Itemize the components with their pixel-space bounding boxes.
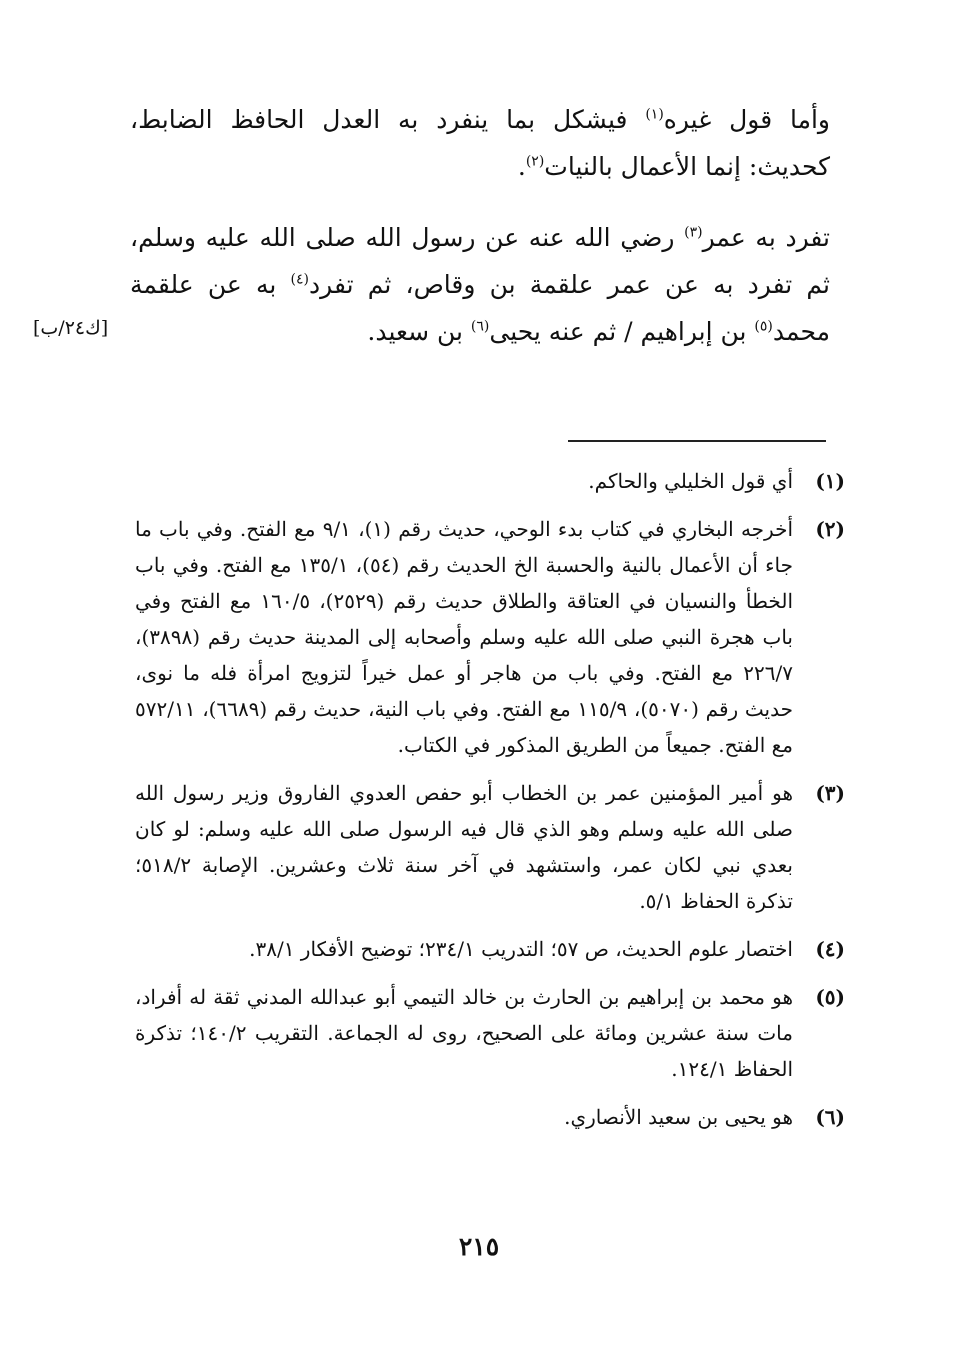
footnote-number-2: (٢) (815, 517, 845, 541)
footnote-number-5: (٥) (815, 985, 845, 1009)
footnote-text-3: هو أمير المؤمنين عمر بن الخطاب أبو حفص العدوي الفاروق وزير رسول الله صلى الله عليه وسلم وهو الذي قال فيه الرسول صلى الله عليه وسلم: لو كان بعدي نبي لكان عمر، واستشهد في آخر سنة ثلاث وعشرين. الإصابة ٥١٨/٢؛ تذكرة الحفاظ ٥/١. (135, 781, 793, 913)
footnote-1 (135, 463, 845, 499)
footnote-5 (135, 979, 845, 1087)
footnote-4 (135, 931, 845, 967)
body-paragraph-2 (130, 214, 830, 355)
para-2-text-5: بن سعيد. (367, 317, 471, 346)
footnote-marker-2[interactable]: (٢) (525, 153, 545, 170)
footnote-text-6: هو يحيى بن سعيد الأنصاري. (564, 1105, 793, 1129)
footnote-text-4: اختصار علوم الحديث، ص ٥٧؛ التدريب ٢٣٤/١؛ توضيح الأفكار ٣٨/١. (249, 937, 793, 961)
footnote-marker-1[interactable]: (١) (645, 106, 664, 123)
footnote-number-1: (١) (815, 469, 845, 493)
footnote-marker-3[interactable]: (٣) (684, 224, 703, 241)
para-2-text-2: رضي الله عنه عن رسول الله صلى الله عليه وسلم، ثم تفرد به عن عمر علقمة بن وقاص، ثم تفرد (130, 223, 830, 299)
body-paragraph-1 (130, 96, 830, 190)
footnote-marker-4[interactable]: (٤) (290, 271, 310, 288)
footnote-number-4: (٤) (815, 937, 845, 961)
footnote-2 (135, 511, 845, 763)
footnote-text-5: هو محمد بن إبراهيم بن الحارث بن خالد التيمي أبو عبدالله المدني ثقة له أفراد، مات سنة عشرين ومائة على الصحيح، روى له الجماعة. التقريب ١٤٠/٢؛ تذكرة الحفاظ ١٢٤/١. (135, 985, 793, 1081)
footnote-text-2: أخرجه البخاري في كتاب بدء الوحي، حديث رقم (١)، ٩/١ مع الفتح. وفي باب ما جاء أن الأعمال بالنية والحسبة الخ الحديث رقم (٥٤)، ١٣٥/١ مع الفتح. وفي باب الخطأ والنسيان في العتاقة والطلاق حديث رقم (٢٥٢٩)، ١٦٠/٥ مع الفتح وفي باب هجرة النبي صلى الله عليه وسلم وأصحابه إلى المدينة حديث رقم (٣٨٩٨)، ٢٢٦/٧ مع الفتح. وفي باب من هاجر أو عمل خيراً لتزويج امرأة فله ما نوى، حديث رقم (٥٠٧٠)، ١١٥/٩ مع الفتح. وفي باب النية، حديث رقم (٦٦٨٩)، ٥٧٢/١١ مع الفتح. جميعاً من الطريق المذكور في الكتاب. (135, 517, 793, 757)
footnote-6 (135, 1099, 845, 1135)
footnote-number-3: (٣) (815, 781, 845, 805)
footnote-marker-5[interactable]: (٥) (754, 318, 773, 335)
manuscript-margin-note: [ك٢٤/ب] (33, 317, 109, 339)
para-2-text-1: تفرد به عمر (702, 223, 831, 252)
para-2-text-4: بن إبراهيم / ثم عنه يحيى (489, 317, 755, 346)
para-1-text-1: وأما قول غيره (663, 105, 830, 134)
footnotes-section (135, 463, 845, 1147)
footnote-number-6: (٦) (815, 1105, 845, 1129)
footnote-separator (568, 440, 826, 442)
footnote-text-1: أي قول الخليلي والحاكم. (588, 469, 793, 493)
footnote-3 (135, 775, 845, 919)
page-number: ٢١٥ (458, 1232, 500, 1261)
footnote-marker-6[interactable]: (٦) (470, 318, 490, 335)
para-1-text-2: فيشكل بما ينفرد به العدل الحافظ الضابط، كحديث: إنما الأعمال بالنيات (130, 105, 830, 181)
para-1-text-3: . (517, 152, 526, 181)
para-2-text-3: به عن علقمة محمد (130, 270, 830, 346)
